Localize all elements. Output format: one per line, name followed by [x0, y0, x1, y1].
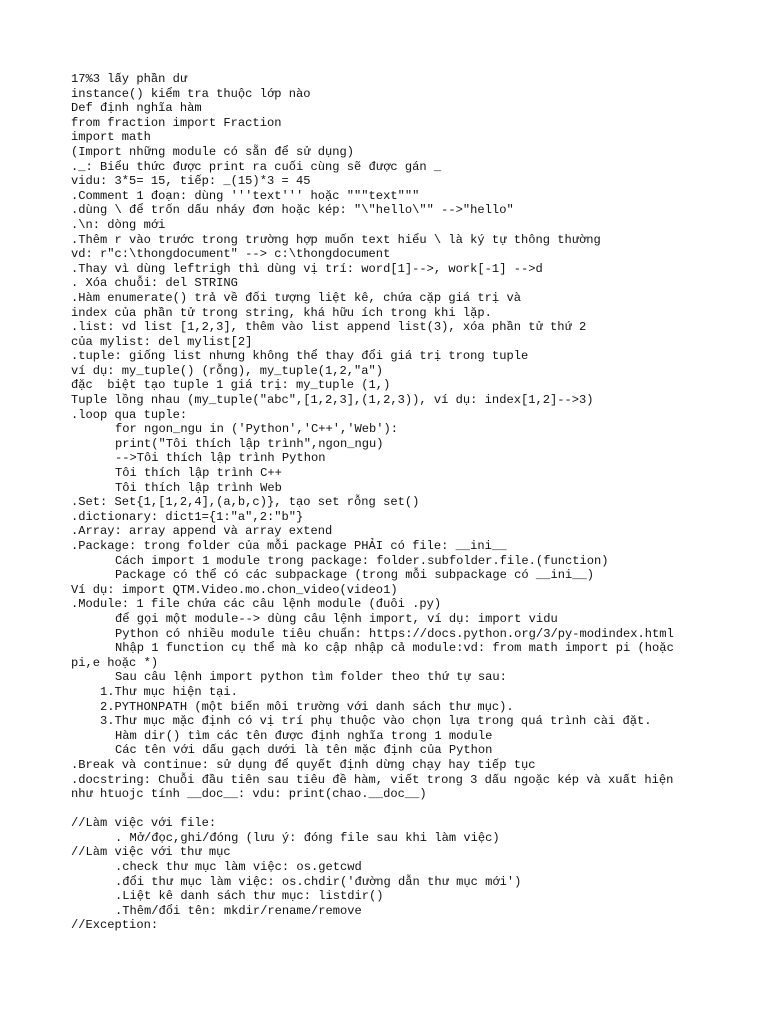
document-page — [71, 72, 699, 933]
text-line: 1.Thư mục hiện tại. — [100, 684, 238, 699]
text-line: 2.PYTHONPATH (một biến môi trường với danh sách thư mục). — [100, 699, 514, 714]
text-line: .\n: dòng mới — [71, 217, 166, 232]
text-line: ._: Biểu thức được print ra cuối cùng sẽ được gán _ — [71, 159, 442, 174]
text-line: ví dụ: my_tuple() (rỗng), my_tuple(1,2,"a") — [71, 363, 384, 378]
text-line: .loop qua tuple: — [71, 407, 188, 422]
text-line: //Làm việc với file: — [71, 816, 217, 831]
text-line: for ngon_ngu in ('Python','C++','Web'): — [115, 422, 399, 437]
text-line: 3.Thư mục mặc định có vị trí phụ thuộc vào chọn lựa trong quá trình cài đặt. — [100, 714, 652, 729]
text-line: import math — [71, 130, 151, 145]
text-line: .list: vd list [1,2,3], thêm vào list append list(3), xóa phần tử thứ 2 — [71, 320, 587, 335]
text-line: .Thêm r vào trước trong trường hợp muốn text hiểu \ là ký tự thông thường — [71, 232, 601, 247]
text-line: .Hàm enumerate() trả về đối tượng liệt kê, chứa cặp giá trị và — [71, 290, 521, 305]
text-line: như htuojc tính __doc__: vdu: print(chao.__doc__) — [71, 787, 427, 802]
text-line: .Thêm/đổi tên: mkdir/rename/remove — [115, 903, 362, 918]
text-line: Ví dụ: import QTM.Video.mo.chon_video(video1) — [71, 582, 398, 597]
text-line: . Xóa chuỗi: del STRING — [71, 276, 238, 291]
text-line: Def định nghĩa hàm — [71, 101, 202, 116]
text-line: .Thay vì dùng leftrigh thì dùng vị trí: word[1]-->, work[-1] -->d — [71, 261, 543, 276]
text-line — [71, 802, 699, 817]
text-line: .dictionary: dict1={1:"a",2:"b"} — [71, 509, 304, 524]
text-line: .Liệt kê danh sách thư mục: listdir() — [115, 889, 384, 904]
text-line: Cách import 1 module trong package: folder.subfolder.file.(function) — [115, 553, 609, 568]
text-line: để gọi một module--> dùng câu lệnh import, ví dụ: import vidu — [115, 611, 558, 626]
text-line: .Package: trong folder của mỗi package PHẢI có file: __ini__ — [71, 539, 507, 553]
text-line: đặc biệt tạo tuple 1 giá trị: my_tuple (1,) — [71, 378, 391, 393]
text-line: .dùng \ để trốn dấu nháy đơn hoặc kép: "\"hello\"" -->"hello" — [71, 203, 514, 218]
text-line: Tuple lồng nhau (my_tuple("abc",[1,2,3],(1,2,3)), ví dụ: index[1,2]-->3) — [71, 393, 594, 408]
text-line: -->Tôi thích lập trình Python — [115, 451, 326, 466]
text-line: .docstring: Chuỗi đầu tiên sau tiêu đề hàm, viết trong 3 dấu ngoặc kép và xuất hiện — [71, 772, 674, 787]
text-line: //Làm việc với thư mục — [71, 845, 231, 860]
text-line: Package có thể có các subpackage (trong mỗi subpackage có __ini__) — [115, 568, 594, 583]
text-line: (Import những module có sẵn để sử dụng) — [71, 144, 355, 159]
text-line: Nhập 1 function cụ thể mà ko cập nhập cả module:vd: from math import pi (hoặc — [115, 641, 674, 656]
text-line: Sau câu lệnh import python tìm folder theo thứ tự sau: — [115, 670, 507, 685]
text-line: Hàm dir() tìm các tên được định nghĩa trong 1 module — [115, 728, 493, 743]
text-line: vd: r"c:\thongdocument" --> c:\thongdocument — [71, 247, 391, 262]
text-line: 17%3 lấy phần dư — [71, 72, 188, 86]
text-line: .check thư mục làm việc: os.getcwd — [115, 860, 362, 875]
text-line: .Break và continue: sử dụng để quyết định dừng chạy hay tiếp tục — [71, 757, 536, 772]
text-line: Tôi thích lập trình Web — [115, 480, 282, 495]
text-line: .Array: array append và array extend — [71, 524, 333, 539]
text-line: .đổi thư mục làm việc: os.chdir('đường dẫn thư mục mới') — [115, 874, 522, 889]
text-line: Các tên với dấu gạch dưới là tên mặc định của Python — [115, 743, 493, 758]
text-line: Tôi thích lập trình C++ — [115, 466, 282, 481]
text-line: pi,e hoặc *) — [71, 655, 159, 670]
text-line: .Module: 1 file chứa các câu lệnh module (đuôi .py) — [71, 597, 442, 612]
text-line: .Set: Set{1,[1,2,4],(a,b,c)}, tạo set rỗng set() — [71, 495, 420, 510]
text-line: index của phần tử trong string, khá hữu ích trong khi lặp. — [71, 305, 492, 320]
text-line: print("Tôi thích lập trình",ngon_ngu) — [115, 436, 384, 451]
text-line: Python có nhiều module tiêu chuẩn: https://docs.python.org/3/py-modindex.html — [115, 626, 674, 641]
text-line: . Mở/đọc,ghi/đóng (lưu ý: đóng file sau khi làm việc) — [115, 830, 500, 845]
text-line: from fraction import Fraction — [71, 115, 282, 130]
text-line: vidu: 3*5= 15, tiếp: _(15)*3 = 45 — [71, 174, 311, 189]
text-line: //Exception: — [71, 918, 159, 933]
text-line: .Comment 1 đoạn: dùng '''text''' hoặc """text""" — [71, 188, 420, 203]
text-line: instance() kiểm tra thuộc lớp nào — [71, 86, 311, 101]
text-line: của mylist: del mylist[2] — [71, 334, 253, 349]
text-line: .tuple: giống list nhưng không thể thay đổi giá trị trong tuple — [71, 349, 529, 364]
